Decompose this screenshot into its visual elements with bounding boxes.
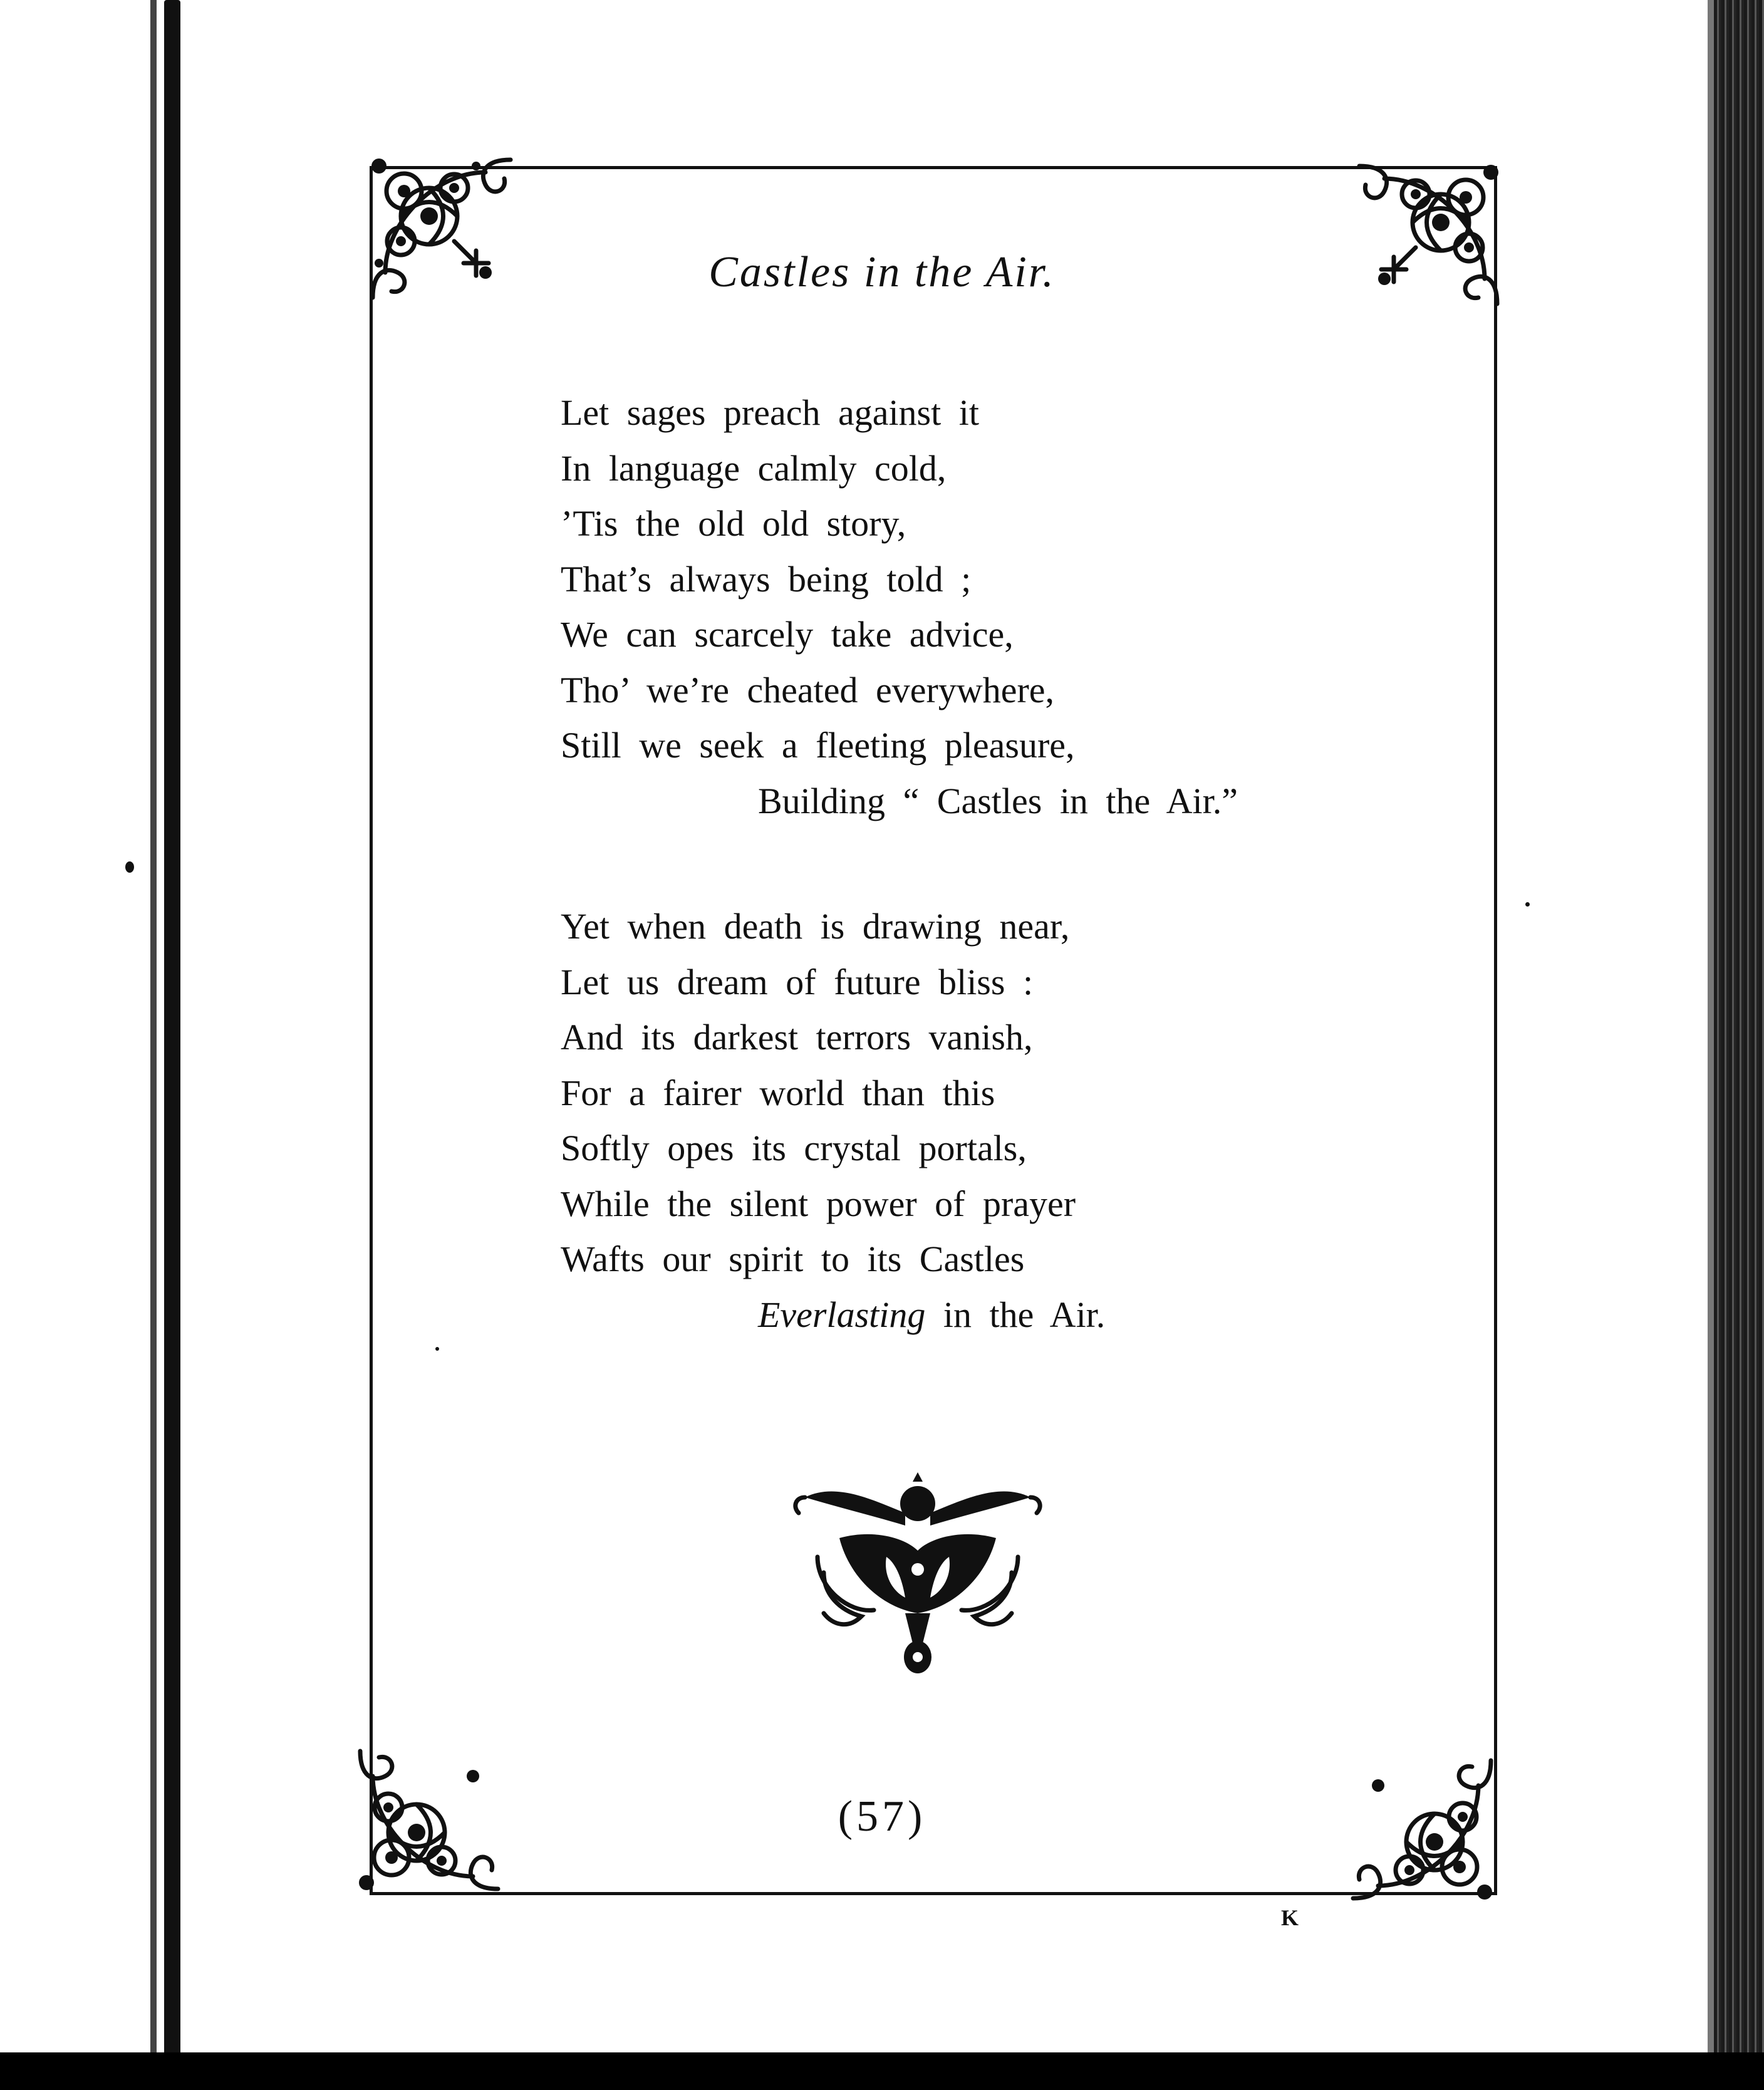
poem-line: Let sages preach against it xyxy=(561,392,979,433)
ink-speck xyxy=(1525,902,1530,907)
stanza-2 xyxy=(561,899,1105,1343)
poem-line: Tho’ we’re cheated everywhere, xyxy=(561,669,1055,710)
poem-line-rest: in the Air. xyxy=(943,1294,1106,1335)
poem-line: That’s always being told ; xyxy=(561,558,972,600)
poem-line: We can scarcely take advice, xyxy=(561,614,1014,655)
scan-bottom-border xyxy=(0,2052,1764,2090)
poem-line-refrain xyxy=(561,1287,1105,1343)
poem-line: ’Tis the old old story, xyxy=(561,503,906,544)
ink-speck xyxy=(125,861,134,873)
page-stack-edge xyxy=(1714,0,1764,2090)
poem-line: And its darkest terrors vanish, xyxy=(561,1017,1033,1058)
poem-line-refrain: Building “ Castles in the Air.” xyxy=(758,780,1238,821)
poem-line: Let us dream of future bliss : xyxy=(561,961,1034,1002)
poem-line: Softly opes its crystal portals, xyxy=(561,1128,1027,1168)
page-edge-shadow xyxy=(1708,0,1714,2090)
book-spine xyxy=(164,0,180,2090)
binding-shadow xyxy=(150,0,157,2090)
poem-line: For a fairer world than this xyxy=(561,1072,995,1113)
poem-line: Still we seek a fleeting pleasure, xyxy=(561,725,1075,766)
emphasized-word: Everlasting xyxy=(758,1294,926,1335)
poem-line: While the silent power of prayer xyxy=(561,1183,1076,1224)
poem-line: Wafts our spirit to its Castles xyxy=(561,1239,1025,1279)
poem-title: Castles in the Air. xyxy=(708,248,1056,296)
poem-line: In language calmly cold, xyxy=(561,447,947,489)
poem-line: Yet when death is drawing near, xyxy=(561,906,1070,947)
floral-tailpiece-icon xyxy=(780,1469,1056,1682)
page-margin-left xyxy=(0,0,163,2090)
page-number: (57) xyxy=(838,1792,926,1841)
stanza-1 xyxy=(561,385,1238,829)
signature-mark: K xyxy=(1281,1905,1299,1930)
